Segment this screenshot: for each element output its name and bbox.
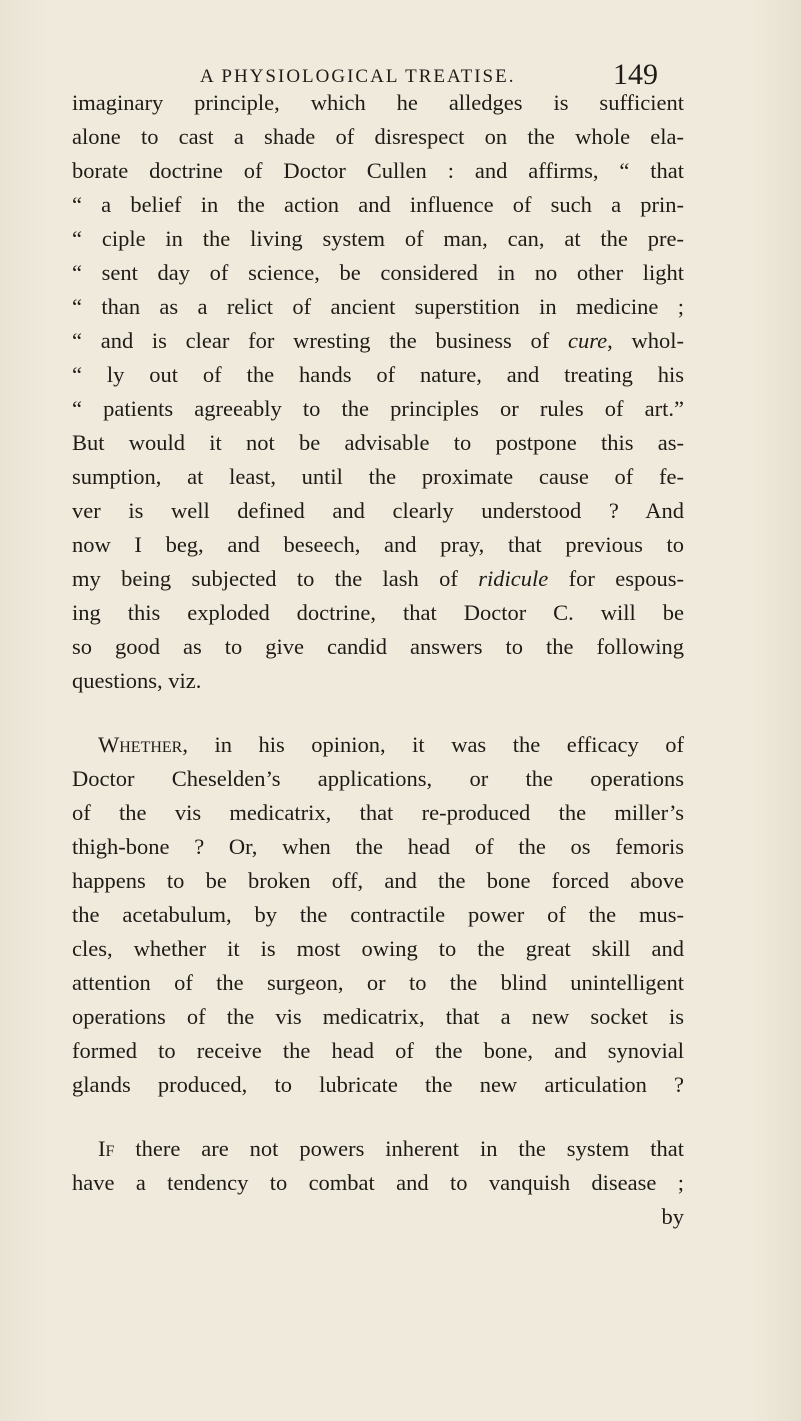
text-line: sumption, at least, until the proximate cause of fe-	[72, 464, 684, 489]
text-line: cles, whether it is most owing to the great skill and	[72, 936, 684, 961]
small-caps-lead: Whether,	[98, 732, 188, 757]
text-line: “ patients agreeably to the principles or rules of art.”	[72, 396, 684, 421]
text-line: “ ly out of the hands of nature, and treating his	[72, 362, 684, 387]
text-line	[72, 324, 684, 358]
text-line: borate doctrine of Doctor Cullen : and affirms, “ that	[72, 158, 684, 183]
text-segment: for espous-	[548, 566, 685, 591]
italic-word: ridicule	[478, 566, 549, 591]
catchword: by	[661, 1204, 684, 1229]
text-line	[72, 1132, 684, 1166]
text-line: thigh-bone ? Or, when the head of the os femoris	[72, 834, 684, 859]
italic-word: cure	[567, 328, 608, 353]
text-line: attention of the surgeon, or to the blind unintelligent	[72, 970, 684, 995]
text-segment: , whol-	[607, 328, 684, 353]
text-line: have a tendency to combat and to vanquish disease ;	[72, 1170, 684, 1195]
page-number: 149	[613, 58, 658, 91]
text-line: “ a belief in the action and influence of such a prin-	[72, 192, 684, 217]
text-line: “ sent day of science, be considered in no other light	[72, 260, 684, 285]
text-segment: “ and is clear for wresting the business of	[72, 328, 568, 353]
body-text	[72, 86, 684, 1234]
text-segment: there are not powers inherent in the system that	[114, 1136, 684, 1161]
text-line: “ than as a relict of ancient superstition in medicine ;	[72, 294, 684, 319]
text-line: ing this exploded doctrine, that Doctor C. will be	[72, 600, 684, 625]
paragraph-gap	[72, 1102, 684, 1132]
paragraph-gap	[72, 698, 684, 728]
text-segment: in his opinion, it was the efficacy of	[187, 732, 684, 757]
paragraph-2	[72, 728, 684, 1102]
text-line: “ ciple in the living system of man, can, at the pre-	[72, 226, 684, 251]
text-line: But would it not be advisable to postpone this as-	[72, 430, 684, 455]
running-head: A PHYSIOLOGICAL TREATISE.	[200, 66, 516, 87]
text-line: Doctor Cheselden’s applications, or the operations	[72, 766, 684, 791]
text-line: imaginary principle, which he alledges is sufficient	[72, 90, 684, 115]
paragraph-1	[72, 86, 684, 698]
text-line: happens to be broken off, and the bone forced above	[72, 868, 684, 893]
small-caps-lead: If	[98, 1136, 115, 1161]
paragraph-3	[72, 1132, 684, 1234]
text-line: of the vis medicatrix, that re-produced the miller’s	[72, 800, 684, 825]
text-segment: my being subjected to the lash of	[72, 566, 479, 591]
text-line: alone to cast a shade of disrespect on the whole ela-	[72, 124, 684, 149]
text-line: glands produced, to lubricate the new articulation ?	[72, 1072, 684, 1097]
text-line: ver is well defined and clearly understood ? And	[72, 498, 684, 523]
text-line: formed to receive the head of the bone, and synovial	[72, 1038, 684, 1063]
text-line	[72, 728, 684, 762]
text-line: questions, viz.	[72, 668, 202, 693]
text-line: so good as to give candid answers to the following	[72, 634, 684, 659]
text-line: operations of the vis medicatrix, that a new socket is	[72, 1004, 684, 1029]
text-line	[72, 562, 684, 596]
text-line: now I beg, and beseech, and pray, that previous to	[72, 532, 684, 557]
text-line: the acetabulum, by the contractile power of the mus-	[72, 902, 684, 927]
